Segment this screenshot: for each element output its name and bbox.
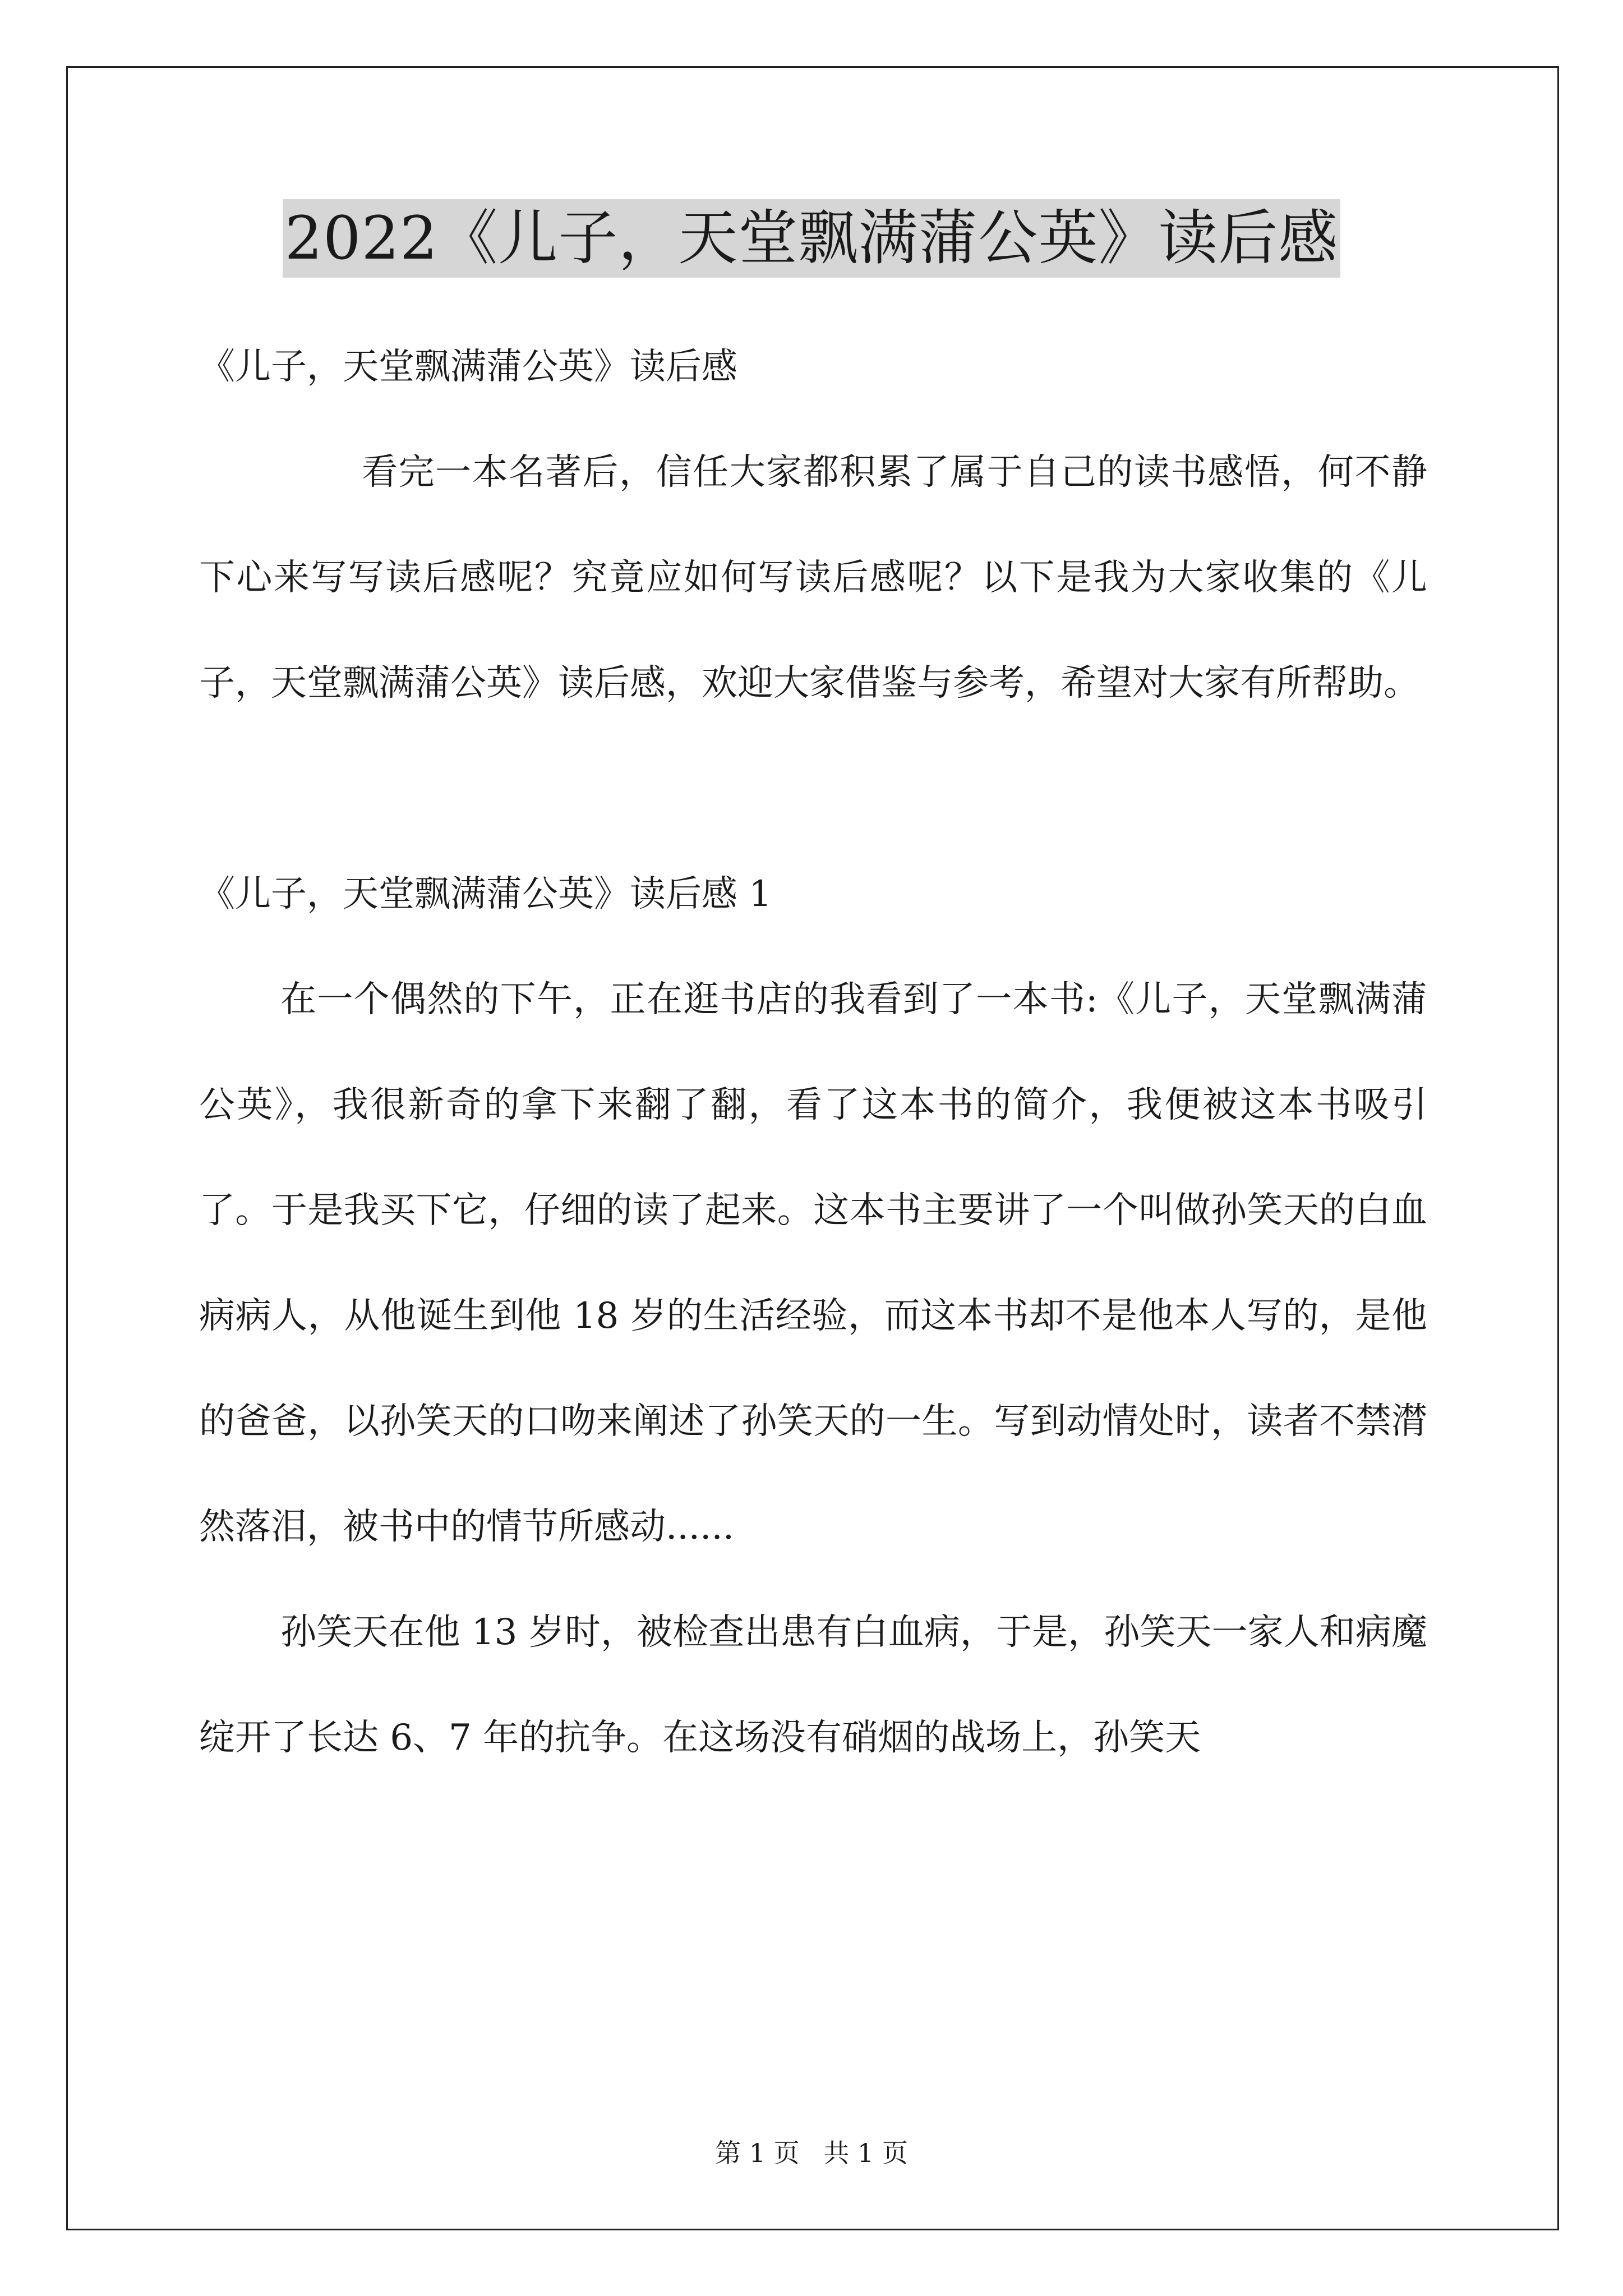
document-title: 2022《儿子，天堂飘满蒲公英》读后感	[283, 199, 1341, 278]
title-wrapper	[0, 199, 1623, 278]
document-body	[199, 314, 1427, 1791]
body-paragraph-1: 在一个偶然的下午，正在逛书店的我看到了一本书:《儿子，天堂飘满蒲公英》，我很新奇的拿下来翻了翻，看了这本书的简介，我便被这本书吸引了。于是我买下它，仔细的读了起来。这本书主要讲了一个叫做孙笑天的白血病病人，从他诞生到他 18 岁的生活经验，而这本书却不是他本人写的，是他的爸爸，以孙笑天的口吻来阐述了孙笑天的一生。写到动情处时，读者不禁潸然落泪，被书中的情节所感动......	[199, 979, 1427, 1548]
section-heading: 《儿子，天堂飘满蒲公英》读后感 1	[199, 873, 772, 915]
section-spacer	[199, 736, 1427, 841]
document-subtitle: 《儿子，天堂飘满蒲公英》读后感	[199, 346, 737, 388]
page-total: 共 1 页	[823, 2138, 908, 2168]
page-footer	[0, 2136, 1623, 2170]
page-number: 第 1 页	[715, 2138, 800, 2168]
body-paragraph-2: 孙笑天在他 13 岁时，被检查出患有白血病，于是，孙笑天一家人和病魔绽开了长达 6、7 年的抗争。在这场没有硝烟的战场上，孙笑天	[199, 1612, 1427, 1759]
intro-paragraph: 看完一本名著后，信任大家都积累了属于自己的读书感悟，何不静下心来写写读后感呢？究竟应如何写读后感呢？以下是我为大家收集的《儿子，天堂飘满蒲公英》读后感，欢迎大家借鉴与参考，希望对大家有所帮助。	[199, 452, 1427, 704]
